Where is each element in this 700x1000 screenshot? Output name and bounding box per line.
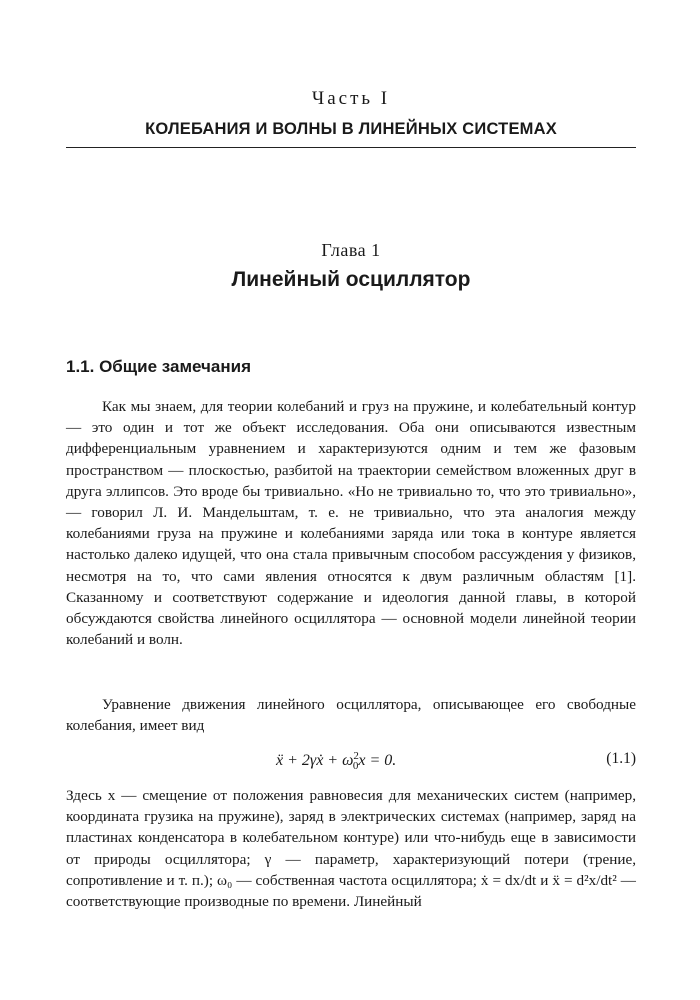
chapter-title: Линейный осциллятор: [231, 268, 471, 291]
paragraph-intro: Как мы знаем, для теории колебаний и груз на пружине, и колебательный контур — это один и тот же объект исследования. Оба они описываются известным дифференциальным уравнением и характеризуются одним и тем же фазовым пространством — плоскостью, разбитой на траектории семейством вложенных друг в друга эллипсов. Это вроде бы тривиально. «Но не тривиально то, что это тривиально», — говорил Л. И. Мандельштам, т. е. не тривиально, что эта аналогия между колебаниями груза на пружине и колебаниями заряда или тока в контуре является настолько далеко идущей, что она стала привычным способом рассуждения у физиков, несмотря на то, что сами явления относятся к двум различным областям [1]. Сказанному и соответствуют содержание и идеология данной главы, в которой обсуждаются свойства линейного осциллятора — основной модели линейной теории колебаний и волн.: [66, 398, 636, 649]
part-divider: [66, 147, 636, 148]
part-subtitle: КОЛЕБАНИЯ И ВОЛНЫ В ЛИНЕЙНЫХ СИСТЕМАХ: [145, 120, 557, 138]
equation-number: (1.1): [606, 750, 636, 767]
chapter-label: Глава 1: [321, 240, 381, 260]
paragraph-equation-intro: Уравнение движения линейного осциллятора, описывающее его свободные колебания, имеет вид: [66, 696, 636, 735]
part-title: Часть I: [311, 88, 391, 109]
section-title: 1.1. Общие замечания: [66, 357, 252, 376]
equation-formula: ẍ + 2γẋ + $\omega^2_0x = 0$.: [276, 750, 397, 772]
paragraph-definitions: Здесь x — смещение от положения равновесия для механических систем (например, координата грузика на пружине), заряд в электрических системах (например, заряд на пластинах конденсатора в колебательном контуре) или что-нибудь еще в зависимости от природы осциллятора; γ — параметр, характеризующий потери (трение, сопротивление и т. п.); ω₀ — собственная частота осциллятора; ẋ = dx/dt и ẍ = d²x/dt² — соответствующие производные по времени. Линейный: [66, 787, 636, 911]
equation-1-1: [66, 750, 636, 774]
